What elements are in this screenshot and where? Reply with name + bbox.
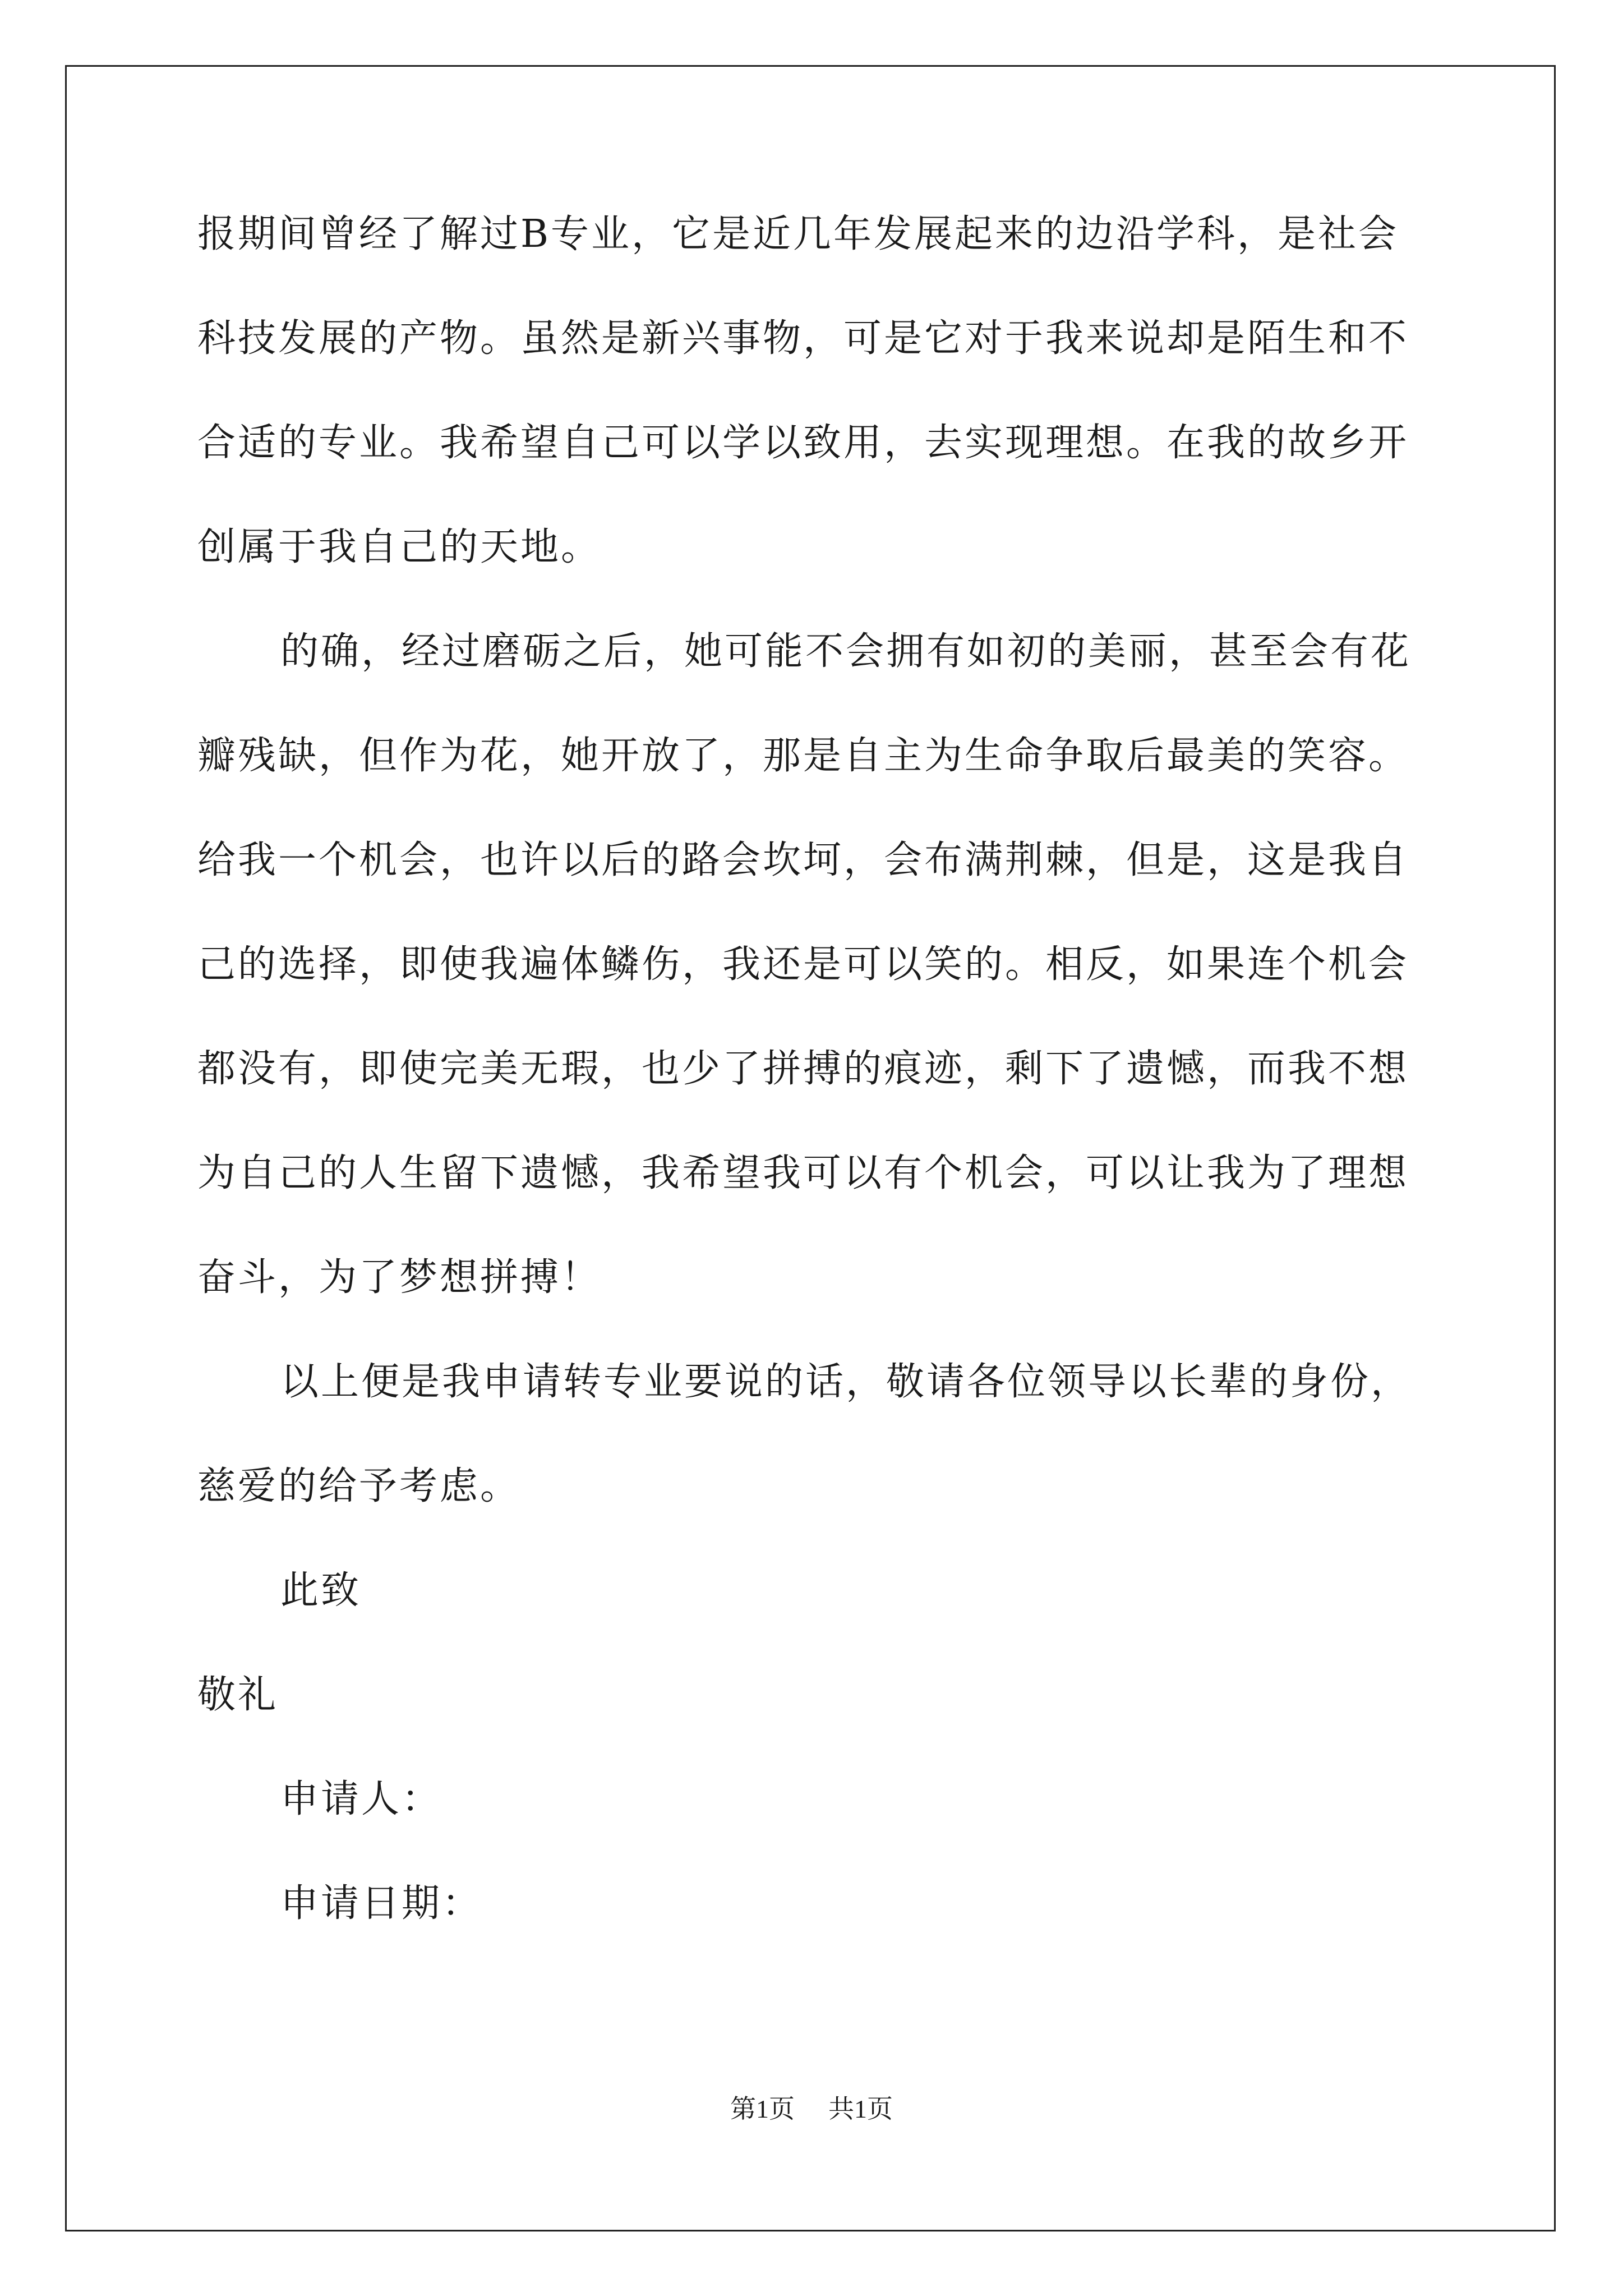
closing-regards: 敬礼 (197, 1673, 279, 1717)
page-number-current: 第1页 (730, 2095, 795, 2123)
page-number-total: 共1页 (828, 2095, 893, 2123)
paragraph-line: 合适的专业。我希望自己可以学以致用，去实现理想。在我的故乡开 (197, 421, 1409, 465)
paragraph-line: 瓣残缺，但作为花，她开放了，那是自主为生命争取后最美的笑容。 (197, 734, 1409, 778)
paragraph-line: 科技发展的产物。虽然是新兴事物，可是它对于我来说却是陌生和不 (197, 316, 1409, 361)
paragraph-line: 以上便是我申请转专业要说的话，敬请各位领导以长辈的身份， (280, 1360, 1412, 1404)
applicant-label: 申请人： (280, 1777, 442, 1821)
document-body (197, 213, 1427, 1987)
page-footer (0, 2095, 1623, 2123)
paragraph-line: 奋斗，为了梦想拼搏！ (197, 1255, 602, 1300)
paragraph-line: 创属于我自己的天地。 (197, 525, 602, 569)
paragraph-line: 的确，经过磨砺之后，她可能不会拥有如初的美丽，甚至会有花 (280, 629, 1412, 674)
closing-salutation: 此致 (280, 1568, 362, 1613)
paragraph-line: 慈爱的给予考虑。 (197, 1464, 521, 1508)
paragraph-line: 为自己的人生留下遗憾，我希望我可以有个机会，可以让我为了理想 (197, 1151, 1409, 1195)
paragraph-line: 报期间曾经了解过B专业，它是近几年发展起来的边沿学科，是社会 (197, 212, 1399, 256)
paragraph-line: 给我一个机会，也许以后的路会坎坷，会布满荆棘，但是，这是我自 (197, 838, 1409, 882)
paragraph-line: 都没有，即使完美无瑕，也少了拼搏的痕迹，剩下了遗憾，而我不想 (197, 1047, 1409, 1091)
paragraph-line: 己的选择，即使我遍体鳞伤，我还是可以笑的。相反，如果连个机会 (197, 942, 1409, 987)
application-date-label: 申请日期： (280, 1881, 483, 1926)
